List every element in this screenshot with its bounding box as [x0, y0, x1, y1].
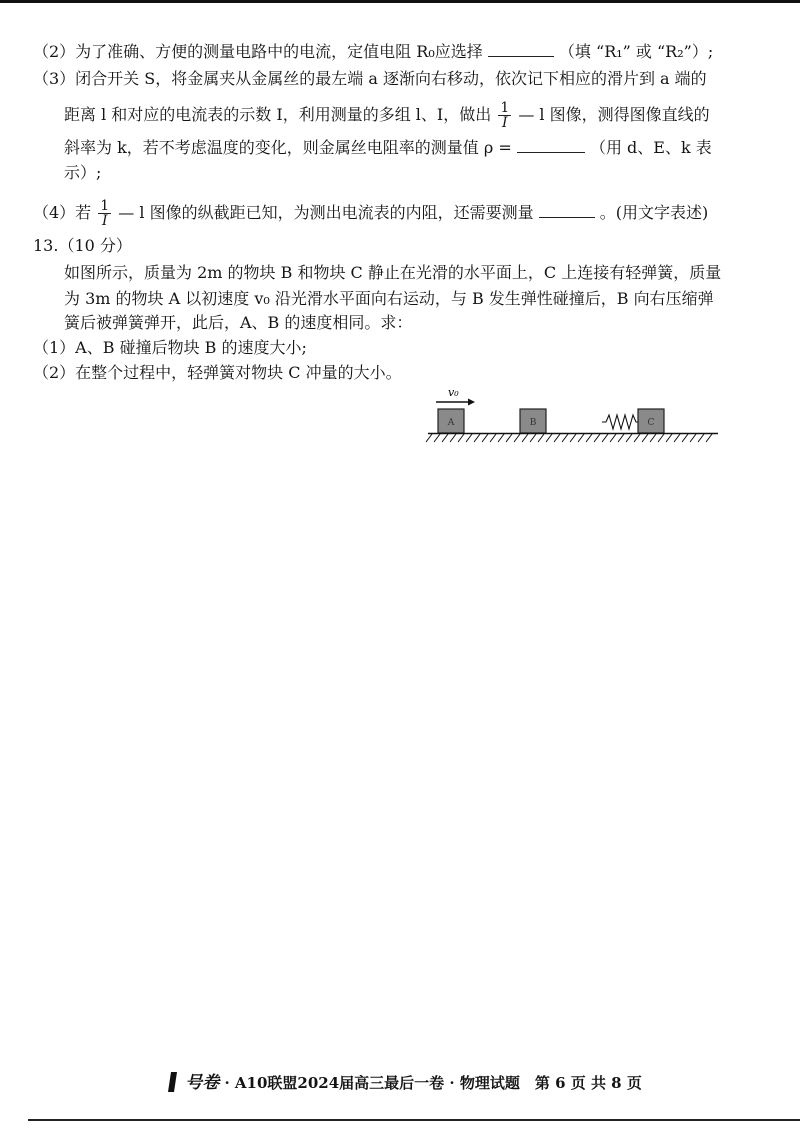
- q12-part3-line2-a: 距离 l 和对应的电流表的示数 I，利用测量的多组 l、I，做出: [64, 105, 492, 124]
- q13-stem-line3: 簧后被弹簧弹开，此后，A、B 的速度相同。求：: [64, 313, 413, 332]
- q12-part2-text: （2）为了准确、方便的测量电路中的电流，定值电阻 R₀应选择: [33, 42, 483, 61]
- block-c-label: C: [647, 418, 655, 428]
- spring: [602, 415, 638, 429]
- top-border-rule: [0, 0, 800, 3]
- q12-part2-tail: （填 “R₁” 或 “R₂”）;: [558, 42, 714, 61]
- answer-blank-r0: [488, 42, 554, 57]
- fraction-numerator: 1: [500, 100, 510, 116]
- q12-part2: [33, 42, 713, 62]
- q12-part3-line3-tail: （用 d、E、k 表: [589, 138, 712, 157]
- fraction-denominator: I: [101, 213, 108, 229]
- answer-blank-rho: [517, 138, 585, 153]
- collision-figure: [420, 382, 725, 450]
- fraction-denominator: I: [502, 115, 508, 131]
- block-a-label: A: [447, 418, 455, 428]
- q12-part3-line2-b: — l 图像，测得图像直线的: [518, 105, 710, 124]
- block-b-label: B: [529, 418, 537, 428]
- q12-part3-line3-text: 斜率为 k，若不考虑温度的变化，则金属丝电阻率的测量值 ρ =: [64, 138, 512, 157]
- q13-stem-line2: 为 3m 的物块 A 以初速度 v₀ 沿光滑水平面向右运动，与 B 发生弹性碰撞后，B 向右压缩弹: [64, 289, 714, 308]
- q12-part4-b: — l 图像的纵截距已知，为测出电流表的内阻，还需要测量: [118, 203, 534, 222]
- q13-header: 13.（10 分）: [33, 236, 132, 255]
- q13-stem-line1: 如图所示，质量为 2m 的物块 B 和物块 C 静止在光滑的水平面上，C 上连接有轻弹簧，质量: [64, 263, 722, 282]
- q12-part3-line3: [64, 138, 712, 158]
- page-footer: [168, 1068, 642, 1093]
- q13-subquestion-2: （2）在整个过程中，轻弹簧对物块 C 冲量的大小。: [33, 363, 402, 382]
- q12-part3-line4: 示）;: [64, 163, 102, 182]
- q12-part4-tail: 。(用文字表述): [599, 203, 709, 222]
- bottom-border-rule: [28, 1119, 800, 1121]
- footer-text: · A10联盟2024届高三最后一卷 · 物理试题 第 6 页 共 8 页: [224, 1074, 642, 1092]
- fraction-one-over-i: [498, 101, 511, 130]
- velocity-arrow-head: [468, 399, 475, 406]
- q13-subquestion-1: （1）A、B 碰撞后物块 B 的速度大小;: [33, 338, 307, 357]
- fraction-numerator: 1: [100, 198, 110, 214]
- q12-part4: [33, 199, 708, 228]
- q12-part3-line1: （3）闭合开关 S，将金属夹从金属丝的最左端 a 逐渐向右移动，依次记下相应的滑片到 a 端的: [33, 69, 707, 88]
- brand-logo-icon: [168, 1072, 178, 1092]
- q12-part4-a: （4）若: [33, 203, 92, 222]
- brand-logo-text: 号卷: [185, 1073, 220, 1093]
- velocity-label: v₀: [448, 386, 459, 399]
- ground-hatching: [426, 434, 712, 442]
- q12-part3-line2: [64, 101, 710, 130]
- answer-blank-measure: [539, 203, 595, 218]
- fraction-one-over-i: [98, 199, 111, 228]
